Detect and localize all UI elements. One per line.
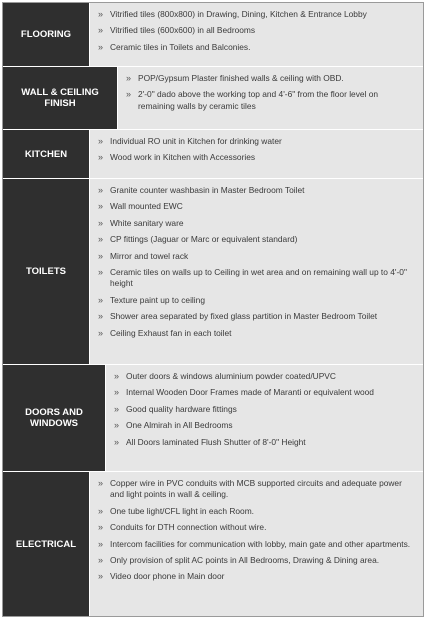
list-item: » One Almirah in All Bedrooms: [114, 420, 417, 431]
spec-item-list: [90, 130, 423, 178]
list-item: » CP fittings (Jaguar or Marc or equivalent standard): [98, 234, 417, 245]
list-item: » 2'-0" dado above the working top and 4'-6" from the floor level on remaining walls by ceramic tiles: [126, 89, 417, 112]
list-item: » Texture paint up to ceiling: [98, 295, 417, 306]
spec-item-list: [90, 179, 423, 364]
category-label: KITCHEN: [3, 130, 90, 178]
list-item: » Good quality hardware fittings: [114, 404, 417, 415]
list-item: » Copper wire in PVC conduits with MCB supported circuits and adequate power and light points in wall & ceiling.: [98, 478, 417, 501]
list-item: » POP/Gypsum Plaster finished walls & ceiling with OBD.: [126, 73, 417, 84]
spec-row-toilets: [3, 179, 423, 365]
list-item: » Individual RO unit in Kitchen for drinking water: [98, 136, 417, 147]
spec-item-list: [118, 67, 423, 129]
list-item: » Outer doors & windows aluminium powder coated/UPVC: [114, 371, 417, 382]
category-label: FLOORING: [3, 3, 90, 66]
list-item: » Vitrified tiles (800x800) in Drawing, Dining, Kitchen & Entrance Lobby: [98, 9, 417, 20]
list-item: » Ceramic tiles in Toilets and Balconies.: [98, 42, 417, 53]
list-item: » Video door phone in Main door: [98, 571, 417, 582]
spec-item-list: [106, 365, 423, 471]
list-item: » Wood work in Kitchen with Accessories: [98, 152, 417, 163]
category-label: WALL & CEILING FINISH: [3, 67, 118, 129]
category-label: DOORS AND WINDOWS: [3, 365, 106, 471]
spec-row-kitchen: [3, 130, 423, 179]
list-item: » Mirror and towel rack: [98, 251, 417, 262]
list-item: » White sanitary ware: [98, 218, 417, 229]
category-label: TOILETS: [3, 179, 90, 364]
list-item: » Internal Wooden Door Frames made of Maranti or equivalent wood: [114, 387, 417, 398]
spec-row-flooring: [3, 3, 423, 67]
list-item: » Granite counter washbasin in Master Bedroom Toilet: [98, 185, 417, 196]
spec-item-list: [90, 3, 423, 66]
spec-row-wall-ceiling: [3, 67, 423, 130]
list-item: » Ceramic tiles on walls up to Ceiling in wet area and on remaining wall up to 4'-0" height: [98, 267, 417, 290]
spec-row-electrical: [3, 472, 423, 616]
spec-row-doors-windows: [3, 365, 423, 472]
list-item: » Only provision of split AC points in All Bedrooms, Drawing & Dining area.: [98, 555, 417, 566]
list-item: » Vitrified tiles (600x600) in all Bedrooms: [98, 25, 417, 36]
list-item: » Conduits for DTH connection without wire.: [98, 522, 417, 533]
list-item: » Ceiling Exhaust fan in each toilet: [98, 328, 417, 339]
category-label: ELECTRICAL: [3, 472, 90, 616]
spec-item-list: [90, 472, 423, 616]
list-item: » Intercom facilities for communication with lobby, main gate and other apartments.: [98, 539, 417, 550]
list-item: » Wall mounted EWC: [98, 201, 417, 212]
list-item: » All Doors laminated Flush Shutter of 8'-0" Height: [114, 437, 417, 448]
list-item: » One tube light/CFL light in each Room.: [98, 506, 417, 517]
specifications-table: [2, 2, 424, 617]
list-item: » Shower area separated by fixed glass partition in Master Bedroom Toilet: [98, 311, 417, 322]
